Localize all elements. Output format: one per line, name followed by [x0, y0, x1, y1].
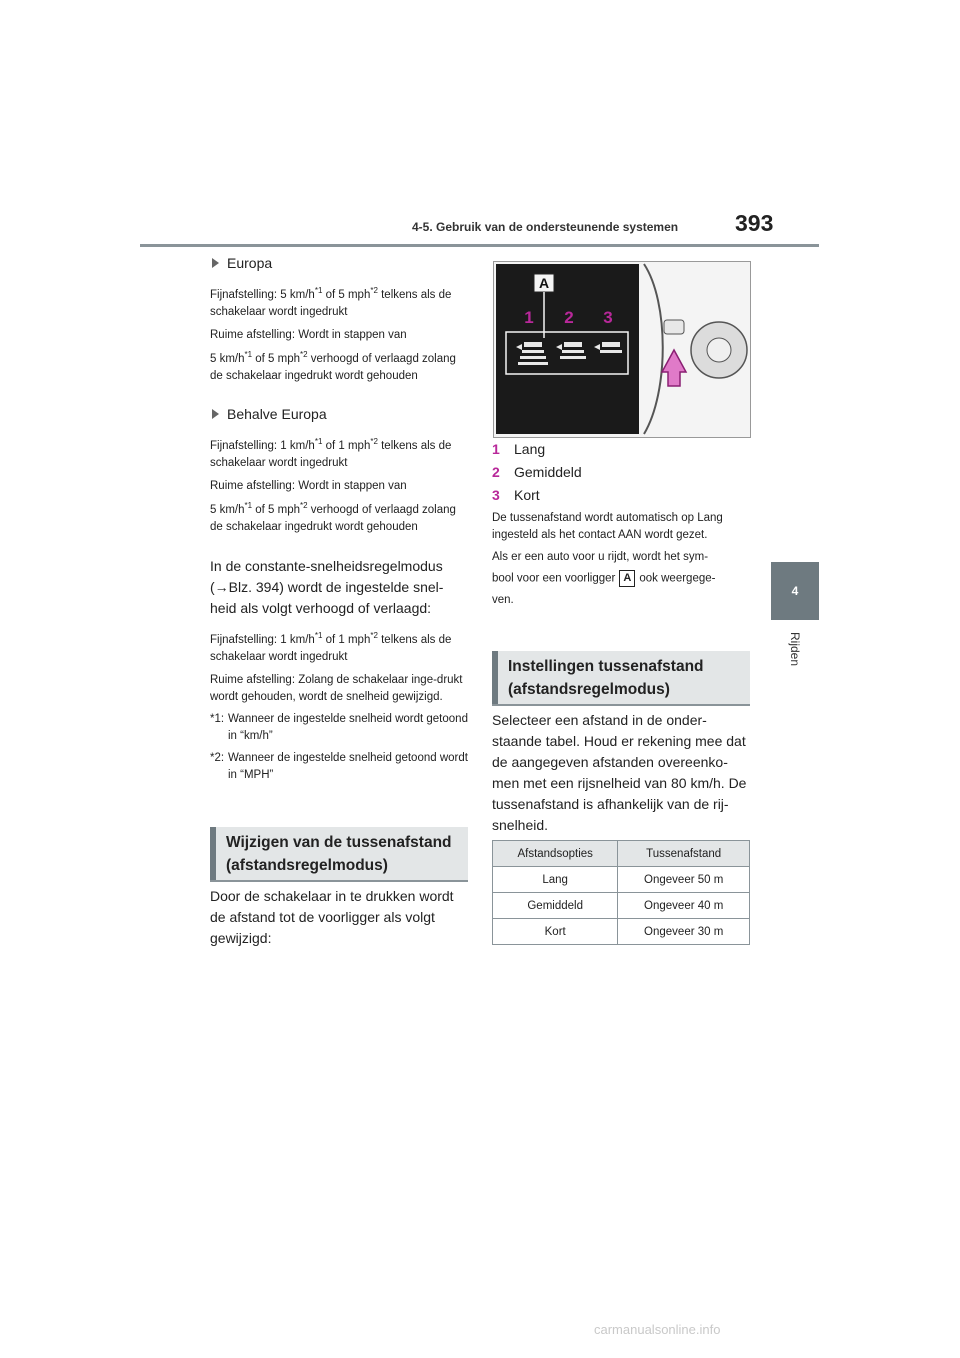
constant-mode-block [210, 556, 468, 784]
table-cell: Lang [493, 867, 618, 893]
triangle-bullet-icon [212, 258, 219, 268]
section-title: 4-5. Gebruik van de ondersteunende systemen [412, 220, 679, 234]
display-panel [496, 264, 639, 434]
table-cell: Ongeveer 50 m [618, 867, 750, 893]
constant-mode-line-3: heid als volgt verhoogd of verlaagd: [210, 600, 432, 616]
constant-rough: Ruime afstelling: Zolang de schakelaar inge-drukt wordt gehouden, wordt de snelheid gewijzigd. [210, 673, 463, 703]
car-note-line-1: Als er een auto voor u rijdt, wordt het sym- [492, 551, 709, 563]
car-note-line-3: ven. [492, 593, 514, 606]
constant-mode-line-2: (→Blz. 394) wordt de ingestelde snel- [210, 579, 444, 595]
position-2-label: 2 [564, 308, 574, 327]
steering-wheel-edge [644, 264, 663, 434]
distance-switch-icon [664, 320, 684, 334]
table-cell: Kort [493, 919, 618, 945]
distance-options-list [492, 437, 750, 609]
constant-fine: Fijnafstelling: 1 $km/h^{*1}$ of 1 mph$^{*2}$ telkens als de schakelaar wordt ingedrukt [210, 631, 452, 663]
chapter-tab[interactable] [771, 562, 819, 620]
table-row [493, 919, 750, 945]
table-cell: Gemiddeld [493, 893, 618, 919]
table-header: Afstandsopties [493, 841, 618, 867]
non-europe-fine: Fijnafstelling: 1 $km/h^{*1}$ of 1 mph$^{*2}$ telkens als de schakelaar wordt ingedrukt [210, 437, 452, 469]
constant-mode-line-1: In de constante-snelheidsregelmodus [210, 558, 443, 574]
footnotes [210, 711, 468, 784]
select-text-block [492, 710, 750, 836]
table-cell: Ongeveer 40 m [618, 893, 750, 919]
triangle-bullet-icon [212, 409, 219, 419]
table-row [493, 867, 750, 893]
list-item: 1 Lang [492, 440, 546, 457]
distance-switch-illustration [493, 261, 751, 438]
europe-rough-2: 5 $km/h^{*1}$ of 5 mph$^{*2}$ verhoogd of verlaagd zolang de schakelaar ingedrukt wordt gehouden [210, 349, 456, 382]
table-header-row [493, 841, 750, 867]
non-europe-rough-1: Ruime afstelling: Wordt in stappen van [210, 479, 407, 492]
section-rule [492, 704, 750, 706]
watermark[interactable]: carmanualsonline.info [594, 1322, 721, 1337]
position-3-label: 3 [603, 308, 613, 327]
chapter-number: 4 [791, 584, 799, 598]
table-header: Tussenafstand [618, 841, 750, 867]
auto-setting-note: De tussenafstand wordt automatisch op Lang ingesteld als het contact AAN wordt gezet. [492, 512, 723, 541]
europe-heading: Europa [210, 255, 468, 271]
callout-box-a: A [619, 570, 635, 587]
change-distance-paragraph: Door de schakelaar in te drukken wordt de afstand tot de voorligger als volgt gewijzigd: [210, 888, 454, 946]
header-rule [140, 244, 819, 247]
non-europe-heading: Behalve Europa [210, 406, 468, 422]
callout-letter: A [538, 275, 550, 291]
non-europe-rough-2: 5 $km/h^{*1}$ of 5 mph$^{*2}$ verhoogd of verlaagd zolang de schakelaar ingedrukt wordt gehouden [210, 500, 456, 533]
section-heading-change-distance: Wijzigen van de tussenafstand (afstandsregelmodus) [210, 827, 468, 881]
control-button-icon [707, 338, 731, 362]
change-distance-text [210, 886, 468, 949]
car-note-line-2: bool voor een voorligger A ook weergege- [492, 570, 750, 588]
section-rule [210, 880, 468, 882]
list-item: 3 Kort [492, 486, 540, 503]
footnote-2: *2: Wanneer de ingestelde snelheid getoond wordt in “MPH” [210, 751, 468, 781]
switch-diagram [494, 262, 750, 437]
chapter-label: Rijden [788, 632, 802, 667]
table-row [493, 893, 750, 919]
position-1-label: 1 [524, 308, 534, 327]
distance-table [492, 840, 750, 945]
table-cell: Ongeveer 30 m [618, 919, 750, 945]
non-europe-block [210, 406, 468, 536]
press-arrow-icon [662, 350, 686, 386]
europe-fine: Fijnafstelling: 5 $km/h^{*1}$ of 5 mph$^{*2}$ telkens als de schakelaar wordt ingedrukt [210, 286, 452, 318]
europe-block [210, 255, 468, 385]
section-heading-distance-settings: Instellingen tussenafstand (afstandsregelmodus) [492, 651, 750, 705]
europe-rough-1: Ruime afstelling: Wordt in stappen van [210, 328, 407, 341]
footnote-1: *1: Wanneer de ingestelde snelheid wordt getoond in “km/h” [210, 712, 468, 742]
list-item: 2 Gemiddeld [492, 463, 582, 480]
select-paragraph: Selecteer een afstand in de onder-staande tabel. Houd er rekening mee dat de aangegeven afstanden overeenko-men met een rijsnelheid van 80 km/h. De tussenafstand is afhankelijk van de rij-snelheid. [492, 712, 747, 833]
page-number: 393 [735, 210, 774, 236]
